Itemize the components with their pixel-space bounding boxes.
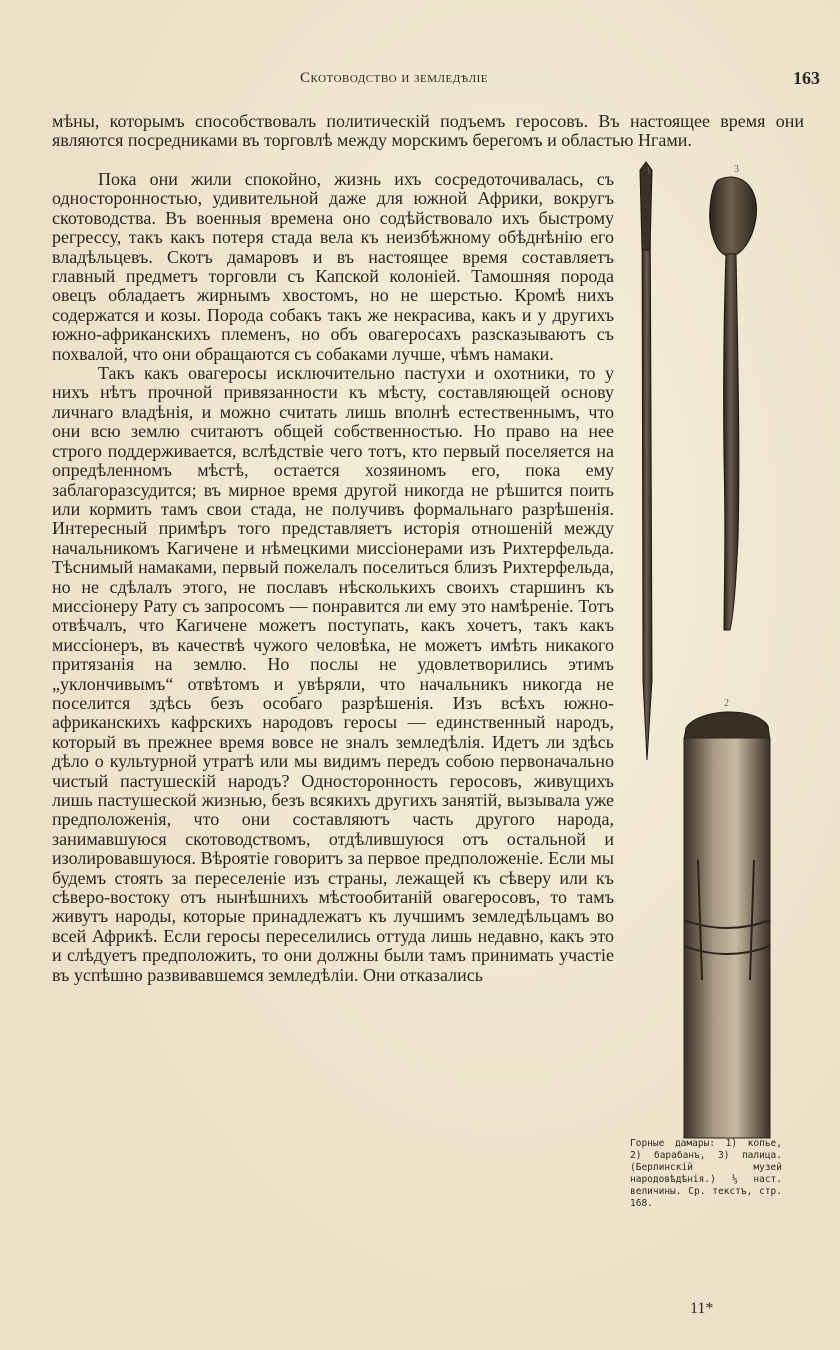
signature-mark: 11* (690, 1300, 714, 1317)
paragraph-cattle: Пока они жили спокойно, жизнь ихъ сосредоточивалась, съ односторонностью, удивительной даже для южной Африки, вокругъ скотоводства. Въ военныя времена оно содѣйствовало ихъ быстрому регрессу, такъ какъ потеря стада вела къ неизбѣжному обѣднѣнію его владѣльцевъ. Скотъ дамаровъ и въ настоящее время составляетъ главный предметъ торговли съ Капской колоніей. Тамошняя порода овецъ обладаетъ жирнымъ хвостомъ, но не шерстью. Кромѣ нихъ содержатся и козы. Порода собакъ такъ же некрасива, какъ и у другихъ южно-африканскихъ племенъ, но объ овагеросахъ разсказываютъ съ похвалой, что они обращаются съ собаками лучше, чѣмъ намаки. (52, 170, 614, 364)
figure-label-3: 3 (734, 164, 739, 175)
club-head (710, 177, 757, 256)
paragraph-continuation: мѣны, которымъ способствовалъ политическій подъемъ геросовъ. Въ настоящее время они являются посредниками въ торговлѣ между морскимъ берегомъ и областью Нгами. (52, 111, 804, 151)
text-block-top (52, 112, 804, 151)
club-shaft (724, 254, 739, 630)
figure-weapons (628, 160, 778, 1140)
figure-label-1: 1 (646, 166, 651, 177)
paragraph-land: Такъ какъ овагеросы исключительно пастухи и охотники, то у нихъ нѣтъ прочной привязанности къ мѣсту, составляющей основу личнаго владѣнія, и можно считать лишь вполнѣ естественнымъ, что они всю землю считаютъ общей собственностью. Но право на нее строго поддерживается, вслѣдствіе чего тотъ, кто первый поселяется на опредѣленномъ мѣстѣ, остается хозяиномъ его, пока ему заблагоразсудится; въ мирное время другой никогда не рѣшится поить или кормить тамъ свои стада, не получивъ формальнаго разрѣшенія. Интересный примѣръ того представляетъ исторія отношеній между начальникомъ Кагичене и нѣмецкими миссіонерами изъ Рихтерфельда. Тѣснимый намаками, первый пожелалъ поселиться близъ Рихтерфельда, но не сдѣлалъ этого, не пославъ нѣсколькихъ своихъ старшинъ къ миссіонеру Рату съ запросомъ — понравится ли ему это намѣреніе. Тотъ отвѣчалъ, что Кагичене можетъ поступать, какъ хочетъ, такъ какъ миссіонеръ, въ качествѣ чужого человѣка, не можетъ имѣть никакого притязанія на землю. Но послы не удовлетворились этимъ „уклончивымъ“ отвѣтомъ и увѣряли, что начальникъ никогда не поселится здѣсь безъ особаго разрѣшенія. Изъ всѣхъ южно-африканскихъ кафрскихъ народовъ геросы — единственный народъ, который въ прежнее время вовсе не зналъ земледѣлія. Идетъ ли здѣсь дѣло о культурной утратѣ или мы видимъ передъ собою первоначально чистый пастушескій народъ? Односторонность геросовъ, живущихъ лишь пастушеской жизнью, безъ всякихъ другихъ занятій, вызывала уже предположенія, что они составляютъ часть другого народа, занимавшуюся скотоводствомъ, отдѣлившуюся отъ остальной и изолировавшуюся. Вѣроятіе говоритъ за первое предположеніе. Если мы будемъ стоять за переселеніе изъ страны, лежащей къ сѣверу или къ сѣверо-востоку отъ нынѣшнихъ мѣстообитаній овагеросовъ, то тамъ живутъ народы, которые принадлежатъ къ лучшимъ земледѣльцамъ во всей Африкѣ. Если геросы переселились оттуда лишь недавно, какъ это и слѣдуетъ предположить, то они должны были тамъ принимать участіе въ успѣшно развивавшемся земледѣліи. Они отказались (52, 363, 614, 985)
figure-caption: Горные дамары: 1) копье, 2) барабанъ, 3) палица. (Берлинскій музей народовѣдѣнія.) ⅓ наст. величины. Ср. текстъ, стр. 168. (630, 1138, 782, 1209)
drum-top-fur (684, 712, 770, 740)
figure-label-2: 2 (724, 698, 729, 709)
drum-body (684, 738, 770, 1138)
page-number: 163 (793, 68, 820, 88)
running-title: Скотоводство и земледѣліе (300, 70, 488, 86)
text-block-column (52, 170, 614, 1228)
spear-shaft (642, 176, 652, 760)
figure-illustration (628, 160, 778, 1140)
